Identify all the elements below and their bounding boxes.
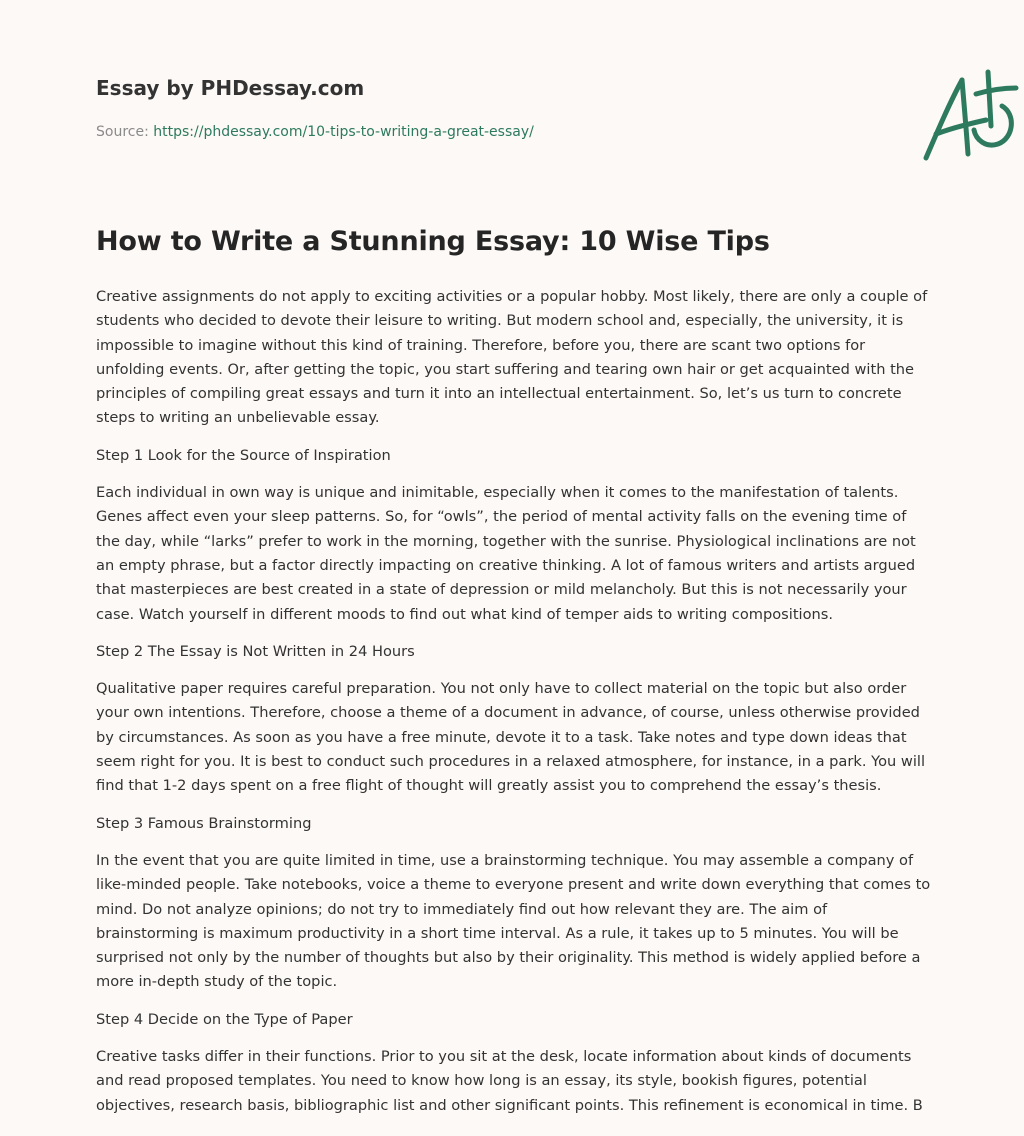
document-title: How to Write a Stunning Essay: 10 Wise Tips <box>96 226 770 257</box>
step-paragraph: In the event that you are quite limited in time, use a brainstorming technique. You may assemble a company of like-minded people. Take notebooks, voice a theme to everyone present and write down everything that comes to mind. Do not analyze opinions; do not try to immediately find out how relevant they are. The aim of brainstorming is maximum productivity in a short time interval. As a rule, it takes up to 5 minutes. You will be surprised not only by the number of thoughts but also by their originality. This method is widely applied before a more in-depth study of the topic. <box>96 851 931 991</box>
step-paragraph: Creative tasks differ in their functions. Prior to you sit at the desk, locate information about kinds of documents and read proposed templates. You need to know how long is an essay, its style, bookish figures, potential objectives, research basis, bibliographic list and other significant points. This refinement is economical in time. B <box>96 1048 923 1114</box>
intro-paragraph: Creative assignments do not apply to exciting activities or a popular hobby. Most likely, there are only a couple of students who decided to devote their leisure to writing. But modern school and, especially, the university, it is impossible to imagine without this kind of training. Therefore, before you, there are scant two options for unfolding events. Or, after getting the topic, you start suffering and tearing own hair or get acquainted with the principles of compiling great essays and turn it into an intellectual entertainment. So, let’s us turn to concrete steps to writing an unbelievable essay. <box>96 288 928 427</box>
step-heading: Step 1 Look for the Source of Inspiration <box>96 446 391 464</box>
step-paragraph: Qualitative paper requires careful preparation. You not only have to collect material on the topic but also order your own intentions. Therefore, choose a theme of a document in advance, of course, unless otherwise provided by circumstances. As soon as you have a free minute, devote it to a task. Take notes and type down ideas that seem right for you. It is best to conduct such procedures in a relaxed atmosphere, for instance, in a park. You will find that 1-2 days spent on a free flight of thought will greatly assist you to comprehend the essay’s thesis. <box>96 680 925 795</box>
source-label: Source: <box>96 124 149 140</box>
step-heading: Step 2 The Essay is Not Written in 24 Hours <box>96 642 415 660</box>
a-plus-logo-icon <box>916 68 1020 166</box>
source-link[interactable]: https://phdessay.com/10-tips-to-writing-a-great-essay/ <box>153 124 534 140</box>
brand-title: Essay by PHDessay.com <box>96 76 365 100</box>
source-line <box>96 124 534 140</box>
step-paragraph: Each individual in own way is unique and inimitable, especially when it comes to the manifestation of talents. Genes affect even your sleep patterns. So, for “owls”, the period of mental activity falls on the evening time of the day, while “larks” prefer to work in the morning, together with the sunrise. Physiological inclinations are not an empty phrase, but a factor directly impacting on creative thinking. A lot of famous writers and artists argued that masterpieces are best created in a state of depression or mild melancholy. But this is not necessarily your case. Watch yourself in different moods to find out what kind of temper aids to writing compositions. <box>96 484 916 623</box>
document-body <box>96 285 932 1118</box>
step-heading: Step 4 Decide on the Type of Paper <box>96 1010 353 1028</box>
step-heading: Step 3 Famous Brainstorming <box>96 814 312 832</box>
